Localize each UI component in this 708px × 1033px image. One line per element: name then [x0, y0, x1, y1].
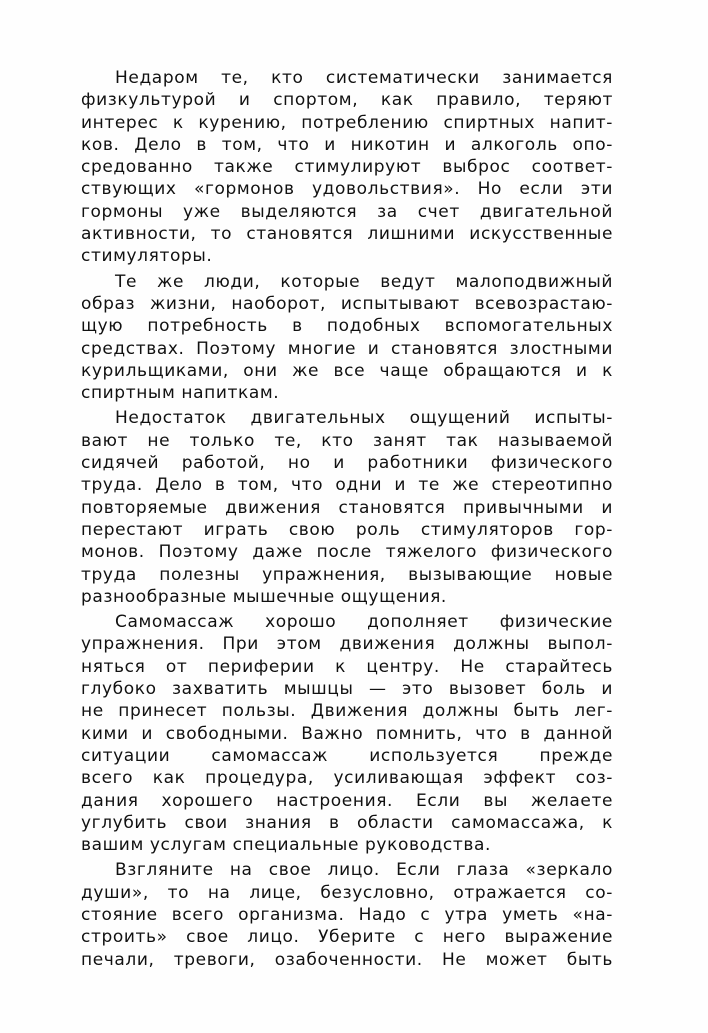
text-line: ситуации самомассаж используется прежде [81, 745, 613, 766]
text-line: всего как процедура, усиливающая эффект соз- [81, 768, 613, 789]
text-line: глубоко захватить мышцы — это вызовет боль и [81, 679, 613, 700]
text-line: не принесет пользы. Движения должны быть лег- [81, 701, 613, 722]
text-line: упражнения. При этом движения должны выпол- [81, 634, 613, 655]
text-line: монов. Поэтому даже после тяжелого физического [81, 542, 613, 563]
text-line: повторяемые движения становятся привычными и [81, 497, 613, 518]
paragraph [81, 859, 613, 970]
text-line: образ жизни, наоборот, испытывают всевозрастаю- [81, 293, 613, 314]
text-line: сидячей работой, но и работники физического [81, 453, 613, 474]
text-line: активности, то становятся лишними искусственные [81, 224, 613, 245]
paragraph [81, 67, 613, 268]
text-line: гормоны уже выделяются за счет двигательной [81, 201, 613, 222]
paragraph [81, 271, 613, 405]
text-line: кими и свободными. Важно помнить, что в данной [81, 723, 613, 744]
text-line: перестают играть свою роль стимуляторов гор- [81, 519, 613, 540]
text-line: печали, тревоги, озабоченности. Не может быть [81, 949, 613, 970]
text-line: Самомассаж хорошо дополняет физические [115, 612, 613, 633]
text-line: стимуляторы. [81, 246, 213, 267]
text-line: щую потребность в подобных вспомогательных [81, 316, 613, 337]
paragraph [81, 407, 613, 608]
text-line: средствах. Поэтому многие и становятся злостными [81, 338, 613, 359]
body-text [81, 67, 613, 971]
text-line: углубить свои знания в области самомассажа, к [81, 812, 613, 833]
text-line: интерес к курению, потреблению спиртных напит- [81, 112, 613, 133]
text-line: строить» свое лицо. Уберите с него выражение [81, 927, 613, 948]
text-line: дания хорошего настроения. Если вы желаете [81, 790, 613, 811]
text-line: труда. Дело в том, что одни и те же стереотипно [81, 475, 613, 496]
text-line: души», то на лице, безусловно, отражается со- [81, 882, 613, 903]
text-line: ков. Дело в том, что и никотин и алкоголь опо- [81, 134, 613, 155]
text-line: разнообразные мышечные ощущения. [81, 586, 447, 607]
paragraph [81, 611, 613, 856]
text-line: средованно также стимулируют выброс соответ- [81, 157, 613, 178]
text-line: вашим услугам специальные руководства. [81, 835, 492, 856]
text-line: физкультурой и спортом, как правило, теряют [81, 90, 613, 111]
text-line: Недостаток двигательных ощущений испыты- [115, 408, 613, 429]
text-line: Недаром те, кто систематически занимается [115, 68, 613, 88]
text-line: вают не только те, кто занят так называемой [81, 430, 613, 451]
text-line: Те же люди, которые ведут малоподвижный [115, 271, 613, 292]
text-line: няться от периферии к центру. Не старайтесь [81, 656, 613, 677]
text-line: Взгляните на свое лицо. Если глаза «зеркало [115, 860, 613, 881]
text-line: курильщиками, они же все чаще обращаются и к [81, 360, 613, 381]
text-line: спиртным напиткам. [81, 383, 280, 404]
text-line: труда полезны упражнения, вызывающие новые [81, 564, 613, 585]
text-line: ствующих «гормонов удовольствия». Но если эти [81, 179, 613, 200]
text-line: стояние всего организма. Надо с утра уметь «на- [81, 904, 613, 925]
